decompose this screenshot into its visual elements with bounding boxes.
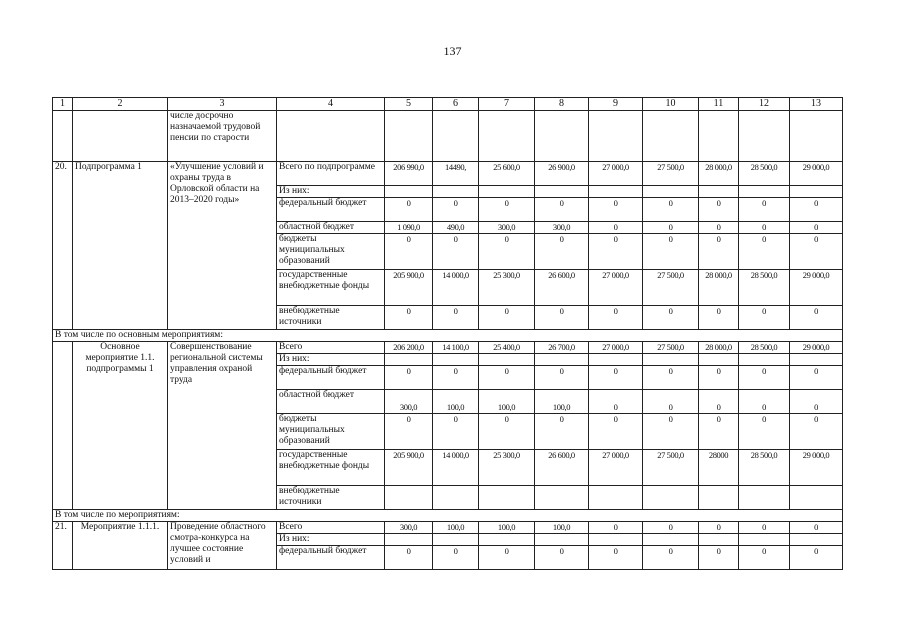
- value-cell: 14 000,0: [433, 270, 479, 306]
- value-cell: 0: [433, 198, 479, 222]
- header-cell: 4: [277, 98, 385, 111]
- value-cell: 0: [385, 306, 433, 330]
- value-cell: 29 000,0: [790, 342, 843, 354]
- value-cell: 25 300,0: [479, 270, 535, 306]
- header-cell: 6: [433, 98, 479, 111]
- value-cell: 28 000,0: [699, 270, 739, 306]
- value-cell: 26 600,0: [535, 270, 589, 306]
- value-cell: 14490,: [433, 162, 479, 186]
- value-cell: 29 000,0: [790, 450, 843, 486]
- value-cell: 0: [535, 306, 589, 330]
- value-cell: [479, 486, 535, 510]
- value-cell: 0: [535, 198, 589, 222]
- value-cell: 26 700,0: [535, 342, 589, 354]
- value-cell: 0: [790, 234, 843, 270]
- value-cell: [433, 186, 479, 198]
- value-cell: [479, 534, 535, 546]
- value-cell: 0: [433, 546, 479, 570]
- header-cell: 3: [168, 98, 277, 111]
- value-cell: 25 600,0: [479, 162, 535, 186]
- value-cell: [739, 534, 790, 546]
- header-cell: 7: [479, 98, 535, 111]
- value-cell: [699, 186, 739, 198]
- section-row: [53, 330, 843, 342]
- header-cell: 8: [535, 98, 589, 111]
- value-cell: 27 000,0: [589, 450, 643, 486]
- value-cell: 27 000,0: [589, 162, 643, 186]
- value-cell: 0: [589, 546, 643, 570]
- table-row: [53, 342, 843, 354]
- value-cell: 0: [385, 234, 433, 270]
- value-cell: 300,0: [385, 390, 433, 414]
- value-cell: [790, 186, 843, 198]
- value-cell: [589, 354, 643, 366]
- value-cell: 14 000,0: [433, 450, 479, 486]
- value-cell: 0: [699, 522, 739, 534]
- value-cell: 0: [790, 306, 843, 330]
- value-cell: 300,0: [535, 222, 589, 234]
- value-cell: [535, 534, 589, 546]
- value-cell: 0: [385, 546, 433, 570]
- value-cell: 27 000,0: [589, 270, 643, 306]
- value-cell: [790, 534, 843, 546]
- budget-table: [52, 97, 843, 570]
- header-cell: 12: [739, 98, 790, 111]
- value-cell: 205 900,0: [385, 450, 433, 486]
- value-cell: [739, 486, 790, 510]
- value-cell: 100,0: [535, 390, 589, 414]
- item-title: «Улучшение условий и охраны труда в Орловской области на 2013–2020 годы»: [168, 162, 277, 330]
- value-cell: 0: [699, 414, 739, 450]
- value-cell: 0: [589, 414, 643, 450]
- value-cell: [699, 486, 739, 510]
- value-cell: 25 300,0: [479, 450, 535, 486]
- header-cell: 13: [790, 98, 843, 111]
- value-cell: 0: [790, 414, 843, 450]
- value-cell: 0: [589, 366, 643, 390]
- value-cell: 0: [643, 390, 699, 414]
- value-cell: [589, 186, 643, 198]
- header-row: [53, 98, 843, 111]
- value-cell: 0: [739, 198, 790, 222]
- value-cell: 0: [535, 234, 589, 270]
- value-cell: 0: [433, 366, 479, 390]
- value-cell: 28000: [699, 450, 739, 486]
- value-cell: [790, 486, 843, 510]
- funding-source: бюджеты муниципальных образований: [277, 234, 385, 270]
- value-cell: 100,0: [433, 522, 479, 534]
- funding-source: федеральный бюджет: [277, 198, 385, 222]
- table-row: [53, 162, 843, 186]
- value-cell: 0: [699, 198, 739, 222]
- value-cell: 100,0: [433, 390, 479, 414]
- value-cell: 14 100,0: [433, 342, 479, 354]
- value-cell: 100,0: [479, 390, 535, 414]
- header-cell: 5: [385, 98, 433, 111]
- header-cell: 2: [73, 98, 168, 111]
- funding-source: внебюджетные источники: [277, 486, 385, 510]
- value-cell: 0: [699, 222, 739, 234]
- value-cell: 0: [739, 306, 790, 330]
- value-cell: 0: [385, 198, 433, 222]
- value-cell: 0: [589, 198, 643, 222]
- value-cell: 27 000,0: [589, 342, 643, 354]
- value-cell: 27 500,0: [643, 162, 699, 186]
- value-cell: [699, 354, 739, 366]
- value-cell: 0: [385, 414, 433, 450]
- value-cell: [433, 486, 479, 510]
- value-cell: [643, 534, 699, 546]
- value-cell: [385, 534, 433, 546]
- funding-source: федеральный бюджет: [277, 366, 385, 390]
- value-cell: 300,0: [479, 222, 535, 234]
- value-cell: 205 900,0: [385, 270, 433, 306]
- value-cell: 1 090,0: [385, 222, 433, 234]
- value-cell: 206 990,0: [385, 162, 433, 186]
- value-cell: 0: [643, 198, 699, 222]
- value-cell: 0: [739, 390, 790, 414]
- value-cell: 0: [589, 390, 643, 414]
- value-cell: 0: [643, 414, 699, 450]
- value-cell: 0: [643, 546, 699, 570]
- row-number: 21.: [53, 522, 73, 570]
- value-cell: 0: [699, 390, 739, 414]
- value-cell: 28 500,0: [739, 270, 790, 306]
- value-cell: 28 500,0: [739, 450, 790, 486]
- value-cell: [589, 486, 643, 510]
- value-cell: [479, 354, 535, 366]
- value-cell: [790, 354, 843, 366]
- value-cell: [643, 354, 699, 366]
- value-cell: 0: [433, 414, 479, 450]
- value-cell: 0: [385, 366, 433, 390]
- value-cell: 0: [699, 546, 739, 570]
- value-cell: 27 500,0: [643, 270, 699, 306]
- value-cell: 0: [479, 414, 535, 450]
- value-cell: 0: [739, 522, 790, 534]
- value-cell: 0: [790, 546, 843, 570]
- page-number: 137: [443, 44, 462, 58]
- value-cell: [739, 354, 790, 366]
- funding-source: государственные внебюджетные фонды: [277, 450, 385, 486]
- value-cell: [433, 354, 479, 366]
- funding-source: областной бюджет: [277, 390, 385, 414]
- item-title: Совершенствование региональной системы управления охраной труда: [168, 342, 277, 510]
- value-cell: 0: [790, 366, 843, 390]
- funding-source: бюджеты муниципальных образований: [277, 414, 385, 450]
- value-cell: [479, 186, 535, 198]
- header-cell: 11: [699, 98, 739, 111]
- value-cell: 28 000,0: [699, 162, 739, 186]
- value-cell: 100,0: [479, 522, 535, 534]
- header-cell: 1: [53, 98, 73, 111]
- funding-source: внебюджетные источники: [277, 306, 385, 330]
- value-cell: 0: [643, 222, 699, 234]
- funding-source: федеральный бюджет: [277, 546, 385, 570]
- value-cell: [385, 354, 433, 366]
- value-cell: 0: [589, 522, 643, 534]
- value-cell: 26 900,0: [535, 162, 589, 186]
- funding-source: Всего по подпрограмме: [277, 162, 385, 186]
- value-cell: 0: [589, 222, 643, 234]
- item-title: Проведение областного смотра-конкурса на лучшее состояние условий и: [168, 522, 277, 570]
- value-cell: 0: [739, 414, 790, 450]
- value-cell: [643, 486, 699, 510]
- value-cell: 0: [739, 366, 790, 390]
- funding-source: государственные внебюджетные фонды: [277, 270, 385, 306]
- section-heading: В том числе по мероприятиям:: [53, 510, 843, 522]
- value-cell: 0: [589, 234, 643, 270]
- value-cell: 26 600,0: [535, 450, 589, 486]
- value-cell: 0: [790, 198, 843, 222]
- value-cell: 0: [535, 414, 589, 450]
- value-cell: [385, 486, 433, 510]
- value-cell: 0: [479, 546, 535, 570]
- value-cell: 0: [699, 306, 739, 330]
- value-cell: 29 000,0: [790, 270, 843, 306]
- funding-source: Из них:: [277, 534, 385, 546]
- value-cell: 28 500,0: [739, 162, 790, 186]
- value-cell: 0: [643, 306, 699, 330]
- funding-source: областной бюджет: [277, 222, 385, 234]
- funding-source: Из них:: [277, 354, 385, 366]
- value-cell: 28 000,0: [699, 342, 739, 354]
- continued-title: числе досрочно назначаемой трудовой пенсии по старости: [168, 111, 277, 162]
- value-cell: 0: [790, 222, 843, 234]
- value-cell: 0: [479, 306, 535, 330]
- value-cell: 0: [739, 222, 790, 234]
- value-cell: 27 500,0: [643, 342, 699, 354]
- value-cell: 206 200,0: [385, 342, 433, 354]
- table-row: [53, 522, 843, 534]
- value-cell: 0: [479, 234, 535, 270]
- value-cell: 29 000,0: [790, 162, 843, 186]
- value-cell: 0: [790, 522, 843, 534]
- funding-source: Всего: [277, 522, 385, 534]
- section-row: [53, 510, 843, 522]
- value-cell: 25 400,0: [479, 342, 535, 354]
- value-cell: 100,0: [535, 522, 589, 534]
- value-cell: 0: [739, 234, 790, 270]
- value-cell: 0: [699, 366, 739, 390]
- value-cell: [739, 186, 790, 198]
- continuation-row: [53, 111, 843, 162]
- value-cell: [589, 534, 643, 546]
- row-number: 20.: [53, 162, 73, 330]
- value-cell: [385, 186, 433, 198]
- value-cell: 0: [739, 546, 790, 570]
- funding-source: Всего: [277, 342, 385, 354]
- value-cell: [535, 186, 589, 198]
- value-cell: 0: [589, 306, 643, 330]
- row-number: [53, 342, 73, 510]
- funding-source: Из них:: [277, 186, 385, 198]
- value-cell: 0: [535, 546, 589, 570]
- value-cell: 0: [699, 234, 739, 270]
- value-cell: 0: [479, 366, 535, 390]
- value-cell: [699, 534, 739, 546]
- value-cell: [433, 534, 479, 546]
- value-cell: 300,0: [385, 522, 433, 534]
- value-cell: 27 500,0: [643, 450, 699, 486]
- item-name: Основное мероприятие 1.1. подпрограммы 1: [73, 342, 168, 510]
- value-cell: [643, 186, 699, 198]
- item-name: Подпрограмма 1: [73, 162, 168, 330]
- value-cell: 0: [790, 390, 843, 414]
- value-cell: 0: [433, 234, 479, 270]
- section-heading: В том числе по основным мероприятиям:: [53, 330, 843, 342]
- value-cell: 0: [643, 366, 699, 390]
- header-cell: 9: [589, 98, 643, 111]
- value-cell: 0: [433, 306, 479, 330]
- value-cell: 0: [479, 198, 535, 222]
- value-cell: 0: [535, 366, 589, 390]
- value-cell: 0: [643, 522, 699, 534]
- item-name: Мероприятие 1.1.1.: [73, 522, 168, 570]
- header-cell: 10: [643, 98, 699, 111]
- value-cell: 0: [643, 234, 699, 270]
- value-cell: [535, 354, 589, 366]
- value-cell: [535, 486, 589, 510]
- value-cell: 28 500,0: [739, 342, 790, 354]
- value-cell: 490,0: [433, 222, 479, 234]
